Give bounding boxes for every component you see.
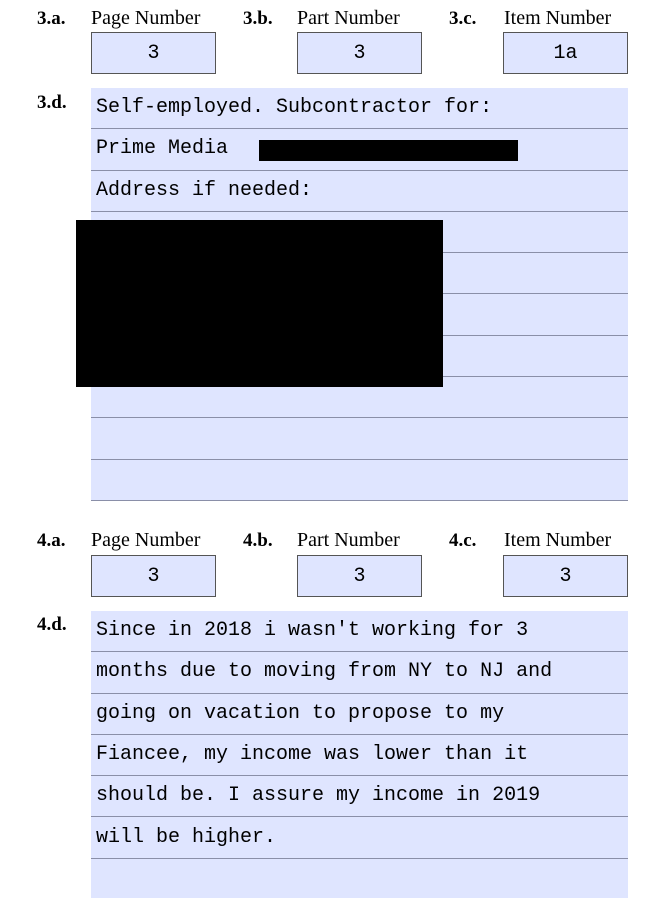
text-line: should be. I assure my income in 2019 [91, 776, 628, 817]
caption-4b-part-number: Part Number [297, 529, 400, 551]
text-line: Address if needed: [91, 171, 628, 212]
textarea-4d-additional-info[interactable] [91, 611, 628, 898]
text-line [91, 418, 628, 459]
label-3b: 3.b. [243, 8, 273, 29]
text-line: Fiancee, my income was lower than it [91, 735, 628, 776]
field-3c-item-number[interactable]: 1a [503, 32, 628, 74]
field-4c-item-number[interactable]: 3 [503, 555, 628, 597]
text-line: Prime Media [91, 129, 628, 170]
field-4b-part-number[interactable]: 3 [297, 555, 422, 597]
label-3a: 3.a. [37, 8, 66, 29]
caption-4a-page-number: Page Number [91, 529, 201, 551]
field-3a-page-number[interactable]: 3 [91, 32, 216, 74]
label-4c: 4.c. [449, 530, 477, 551]
text-line: Self-employed. Subcontractor for: [91, 88, 628, 129]
caption-3b-part-number: Part Number [297, 7, 400, 29]
text-line: months due to moving from NY to NJ and [91, 652, 628, 693]
field-4a-page-number[interactable]: 3 [91, 555, 216, 597]
label-4b: 4.b. [243, 530, 273, 551]
text-line [91, 859, 628, 900]
field-3b-part-number[interactable]: 3 [297, 32, 422, 74]
caption-3a-page-number: Page Number [91, 7, 201, 29]
text-line: will be higher. [91, 818, 628, 859]
label-4d: 4.d. [37, 614, 67, 635]
redaction-bar [259, 140, 518, 161]
label-3d: 3.d. [37, 92, 67, 113]
label-4a: 4.a. [37, 530, 66, 551]
caption-3c-item-number: Item Number [504, 7, 612, 29]
redaction-block [76, 220, 443, 387]
text-line: Since in 2018 i wasn't working for 3 [91, 611, 628, 652]
text-line: going on vacation to propose to my [91, 694, 628, 735]
label-3c: 3.c. [449, 8, 477, 29]
text-line [91, 460, 628, 501]
caption-4c-item-number: Item Number [504, 529, 612, 551]
